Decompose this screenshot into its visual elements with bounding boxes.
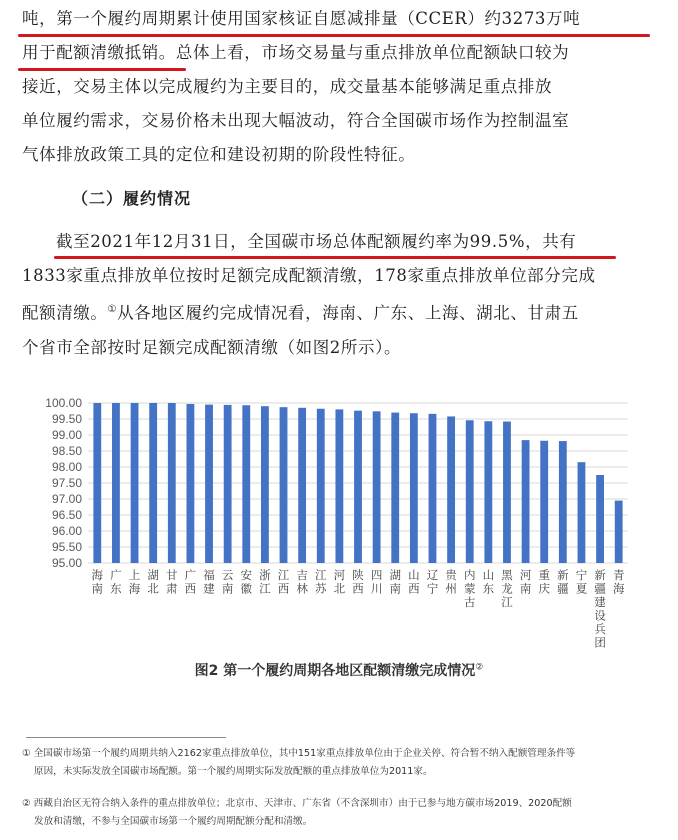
text-line: 1833家重点排放单位按时足额完成配额清缴，178家重点排放单位部分完成: [22, 266, 596, 285]
y-tick-label: 100.00: [45, 396, 82, 410]
x-tick-label: 贵州: [445, 568, 457, 596]
bar: [410, 413, 418, 563]
y-tick-label: 97.50: [51, 476, 82, 490]
x-tick-label: 福建: [203, 568, 215, 596]
footnote-2: [22, 795, 672, 831]
x-tick-label: 新疆建设兵团: [594, 568, 606, 650]
bar: [335, 409, 343, 563]
y-tick-label: 96.00: [51, 524, 82, 538]
y-tick-label: 98.50: [51, 444, 82, 458]
red-underline: [54, 256, 616, 259]
footnote-marker: ①: [107, 304, 118, 315]
footnote-marker: ②: [475, 662, 484, 673]
underlined-text: 截至2021年12月31日，全国碳市场总体配额履约率为99.5%: [56, 232, 526, 251]
x-tick-label: 江苏: [315, 568, 327, 596]
footnote-line: ① 全国碳市场第一个履约周期共纳入2162家重点排放单位，其中151家重点排放单位由于企业关停、符合暂不纳入配额管理条件等: [22, 748, 576, 759]
y-tick-label: 99.00: [51, 428, 82, 442]
bar: [187, 404, 195, 563]
red-underline: [18, 34, 650, 37]
bar: [373, 411, 381, 563]
bar: [391, 413, 399, 563]
figure-caption: [0, 660, 678, 680]
x-tick-label: 四川: [370, 568, 383, 596]
bar: [112, 403, 120, 563]
paragraph-carbon-market-summary: [22, 2, 662, 172]
text-line: 吨，第一个履约周期累计使用国家核证自愿减排量（CCER）约3273万吨: [22, 9, 581, 28]
bar: [242, 405, 250, 563]
x-tick-label: 宁夏: [575, 568, 588, 596]
x-tick-label: 海南: [91, 568, 104, 596]
footnote-1: [22, 745, 672, 781]
bar: [280, 407, 288, 563]
x-tick-label: 新疆: [557, 568, 569, 596]
bar: [596, 475, 604, 563]
bar: [615, 501, 623, 563]
text-line: [22, 225, 662, 259]
text-line: 个省市全部按时足额完成配额清缴（如图2所示）。: [22, 337, 402, 357]
y-tick-label: 98.00: [51, 460, 82, 474]
footnote-line: ② 西藏自治区无符合纳入条件的重点排放单位；北京市、天津市、广东省（不含深圳市）由于已参与地方碳市场2019、2020配额: [22, 798, 572, 809]
x-tick-label: 重庆: [538, 568, 550, 596]
bar: [429, 414, 437, 563]
x-tick-label: 甘肃: [166, 568, 178, 596]
bar: [559, 441, 567, 563]
x-tick-label: 辽宁: [426, 568, 439, 596]
y-tick-label: 95.00: [51, 556, 82, 570]
x-tick-label: 广西: [184, 568, 197, 596]
x-tick-label: 江西: [277, 568, 290, 596]
bar: [578, 462, 586, 563]
text-line-continuation: ，共有: [525, 232, 577, 251]
footnote-line: 发放和清缴，不参与全国碳市场第一个履约周期配额分配和清缴。: [34, 816, 313, 827]
x-tick-label: 河北: [333, 568, 346, 596]
paragraph-compliance-status: [22, 225, 662, 365]
bar: [503, 422, 511, 563]
x-tick-label: 浙江: [259, 568, 271, 596]
x-tick-label: 湖南: [389, 568, 401, 596]
text-line: 接近，交易主体以完成履约为主要目的，成交量基本能够满足重点排放: [22, 77, 553, 96]
bar: [93, 403, 101, 563]
bar: [131, 403, 139, 563]
x-tick-label: 上海: [128, 568, 141, 596]
text-segment: 从各地区履约完成情况看，海南、广东、上海、湖北、甘肃五: [117, 303, 579, 323]
bar: [298, 408, 306, 563]
bar: [522, 440, 530, 563]
figure-caption-text: 图2 第一个履约周期各地区配额清缴完成情况: [194, 663, 476, 679]
bar: [205, 405, 213, 563]
bar: [317, 409, 325, 563]
bar: [261, 406, 269, 563]
underlined-text: 用于配额清缴抵销。: [22, 43, 176, 62]
section-heading: （二）履约情况: [72, 189, 192, 208]
text-segment: 配额清缴。: [22, 303, 108, 323]
x-tick-label: 山西: [408, 568, 420, 596]
x-tick-label: 河南: [519, 568, 532, 596]
x-tick-label: 湖北: [147, 568, 159, 596]
y-tick-label: 95.50: [51, 540, 82, 554]
y-tick-label: 99.50: [51, 412, 82, 426]
text-line-continuation: 总体上看，市场交易量与重点排放单位配额缺口较为: [175, 43, 570, 62]
bar: [466, 420, 474, 563]
y-tick-label: 96.50: [51, 508, 82, 522]
compliance-rate-bar-chart: [28, 385, 638, 650]
x-tick-label: 黑龙江: [501, 568, 513, 609]
text-line: 气体排放政策工具的定位和建设初期的阶段性特征。: [22, 145, 416, 164]
bar: [149, 403, 157, 563]
bar: [540, 441, 548, 563]
bar: [224, 405, 232, 563]
text-line: 单位履约需求，交易价格未出现大幅波动，符合全国碳市场作为控制温室: [22, 111, 570, 130]
x-tick-label: 内蒙古: [463, 568, 476, 609]
x-tick-label: 吉林: [296, 568, 308, 596]
bar: [354, 411, 362, 563]
x-tick-label: 安徽: [240, 568, 253, 596]
bar: [168, 403, 176, 563]
text-line: [22, 36, 662, 70]
bar: [447, 416, 455, 563]
text-line: [22, 293, 662, 331]
y-tick-label: 97.00: [51, 492, 82, 506]
bar: [484, 421, 492, 563]
x-tick-label: 广东: [110, 568, 122, 596]
x-tick-label: 云南: [221, 568, 234, 596]
footnote-divider: [26, 737, 226, 738]
footnote-line: 原因，未实际发放全国碳市场配额。第一个履约周期实际发放配额的重点排放单位为2011家。: [34, 766, 433, 777]
x-tick-label: 陕西: [352, 568, 364, 596]
red-underline: [18, 68, 186, 71]
x-tick-label: 山东: [482, 568, 495, 596]
x-tick-label: 青海: [612, 568, 625, 596]
